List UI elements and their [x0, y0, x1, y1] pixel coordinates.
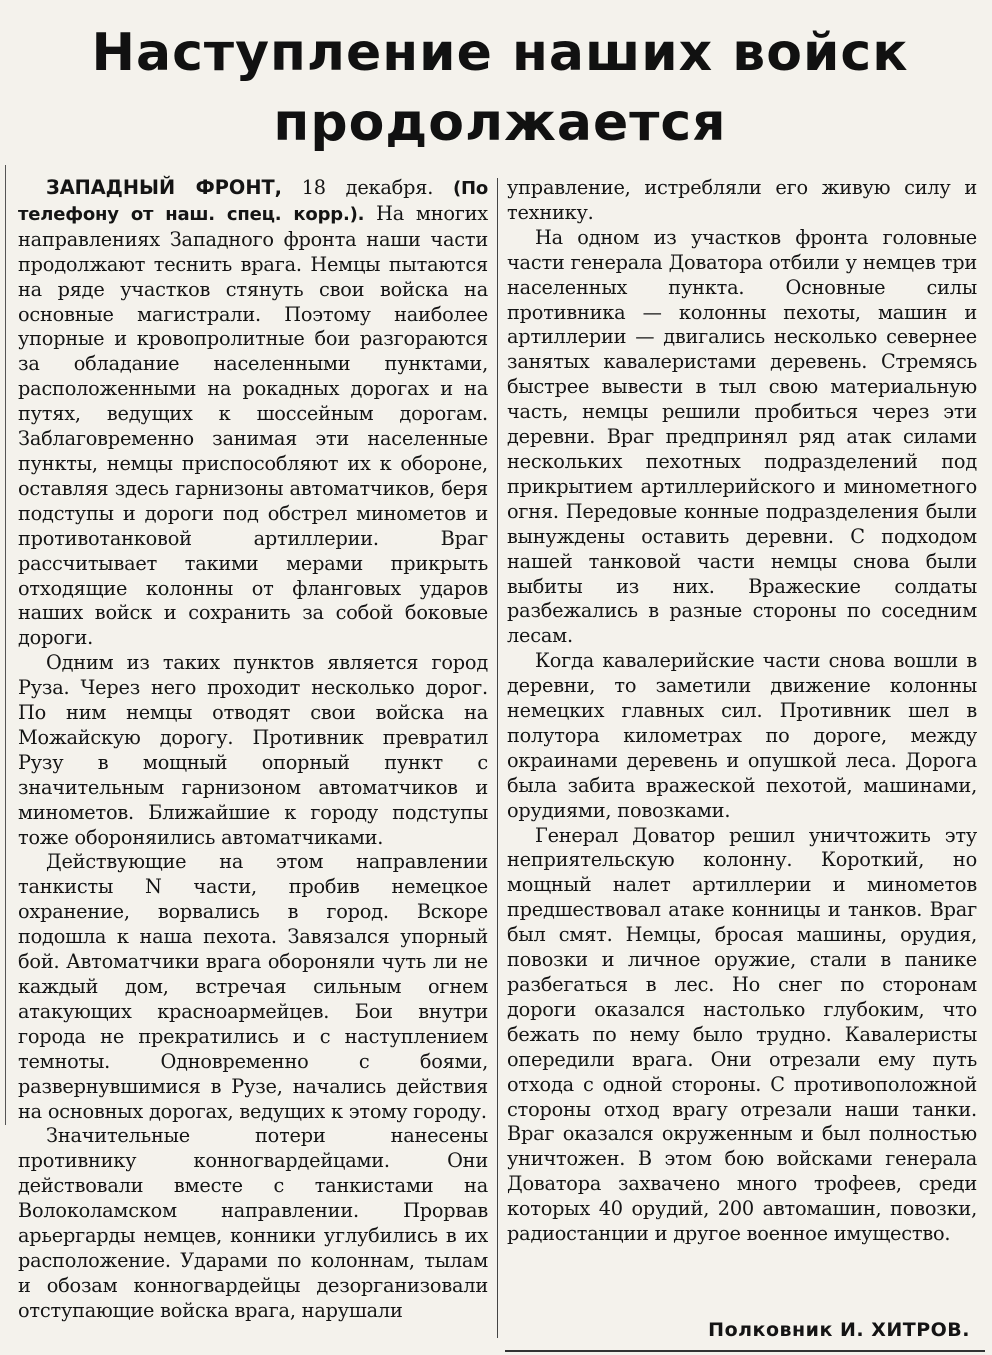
headline-line-2: продолжается	[273, 93, 727, 153]
headline	[60, 18, 940, 158]
article-paragraph-4: Значительные потери нанесены противнику конногвардейцами. Они действовали вместе с танкистами на Волоколамском направлении. Прорвав арьергарды немцев, конники углубились в их расположение. Ударами по колоннам, тылам и обозам конногвардейцы дезорганизовали отступающие войска врага, нарушали	[18, 1124, 488, 1322]
author-signature: Полковник И. ХИТРОВ.	[708, 1319, 970, 1341]
headline-line-1: Наступление наших войск	[91, 23, 909, 83]
article-paragraph-2: Одним из таких пунктов является город Руза. Через него проходит несколько дорог. По ним немцы отводят свои войска на Можайскую дорогу. Противник превратил Рузу в мощный опорный пункт с значительным гарнизоном автоматчиков и минометов. Ближайшие к городу подступы тоже обороняились автоматчиками.	[18, 651, 488, 849]
article-paragraph-4-continued: управление, истребляли его живую силу и технику.	[507, 176, 977, 224]
paragraph-1-text: На многих направлениях Западного фронта наши части продолжают теснить врага. Немцы пытаются на ряде участков стянуть свои войска на основные магистрали. Поэтому наиболее упорные и кровопролитные бои разгораются за обладание населенными пунктами, расположенными на рокадных дорогах и на путях, ведущих к шоссейным дорогам. Заблаговременно занимая эти населенные пункты, немцы приспособляют их к обороне, оставляя здесь гарнизоны автоматчиков, беря подступы и дороги под обстрел минометов и противотанковой артиллерии. Враг рассчитывает такими мерами прикрыть отходящие колонны от фланговых ударов наших войск и сохранить за собой боковые дороги.	[18, 201, 488, 650]
article-column-left	[18, 176, 488, 1324]
article-paragraph-6: Когда кавалерийские части снова вошли в деревни, то заметили движение колонны немецких главных сил. Противник шел в полутора километрах по дороге, между окраинами деревень и опушкой леса. Дорога была забита вражеской пехотой, машинами, орудиями, повозками.	[507, 649, 977, 822]
bottom-rule	[505, 1350, 985, 1352]
dateline-source: (По телефону от наш. спец. корр.).	[18, 178, 488, 225]
article-column-right	[507, 176, 977, 1247]
article-paragraph-7: Генерал Доватор решил уничтожить эту неприятельскую колонну. Короткий, но мощный налет артиллерии и минометов предшествовал атаке конницы и танков. Враг был смят. Немцы, бросая машины, орудия, повозки и личное оружие, стали в панике разбегаться в лес. Но снег по сторонам дороги оказался настолько глубоким, что бежать по нему было трудно. Кавалеристы опередили врага. Они отрезали ему путь отхода с одной стороны. С противоположной стороны отход врагу отрезали наши танки. Враг оказался окруженным и был полностью уничтожен. В этом бою войсками генерала Доватора захвачено много трофеев, среди которых 40 орудий, 200 автомашин, повозки, радиостанции и другое военное имущество.	[507, 823, 977, 1246]
article-paragraph-1	[18, 176, 488, 651]
dateline-place: ЗАПАДНЫЙ ФРОНТ,	[46, 176, 282, 199]
column-divider	[497, 178, 498, 1338]
article-paragraph-3: Действующие на этом направлении танкисты N части, пробив немецкое охранение, ворвались в город. Вскоре подошла к наша пехота. Завязался упорный бой. Автоматчики врага обороняли чуть ли не каждый дом, встречая сильным огнем атакующих красноармейцев. Бои внутри города не прекратились и с наступлением темноты. Одновременно с боями, развернувшимися в Рузе, начались действия на основных дорогах, ведущих к этому городу.	[18, 850, 488, 1123]
article-paragraph-5: На одном из участков фронта головные части генерала Доватора отбили у немцев три населенных пункта. Основные силы противника — колонны пехоты, машин и артиллерии — двигались несколько севернее занятых кавалеристами деревень. Стремясь быстрее вывести в тыл свою материальную часть, немцы решили пробиться через эти деревни. Враг предпринял ряд атак силами нескольких пехотных подразделений под прикрытием артиллерийского и минометного огня. Передовые конные подразделения были вынуждены оставить деревни. С подходом нашей танковой части немцы снова были выбиты из них. Вражеские солдаты разбежались в разные стороны по соседним лесам.	[507, 225, 977, 648]
left-margin-rule	[5, 165, 6, 1125]
dateline-date: 18 декабря.	[301, 176, 434, 199]
